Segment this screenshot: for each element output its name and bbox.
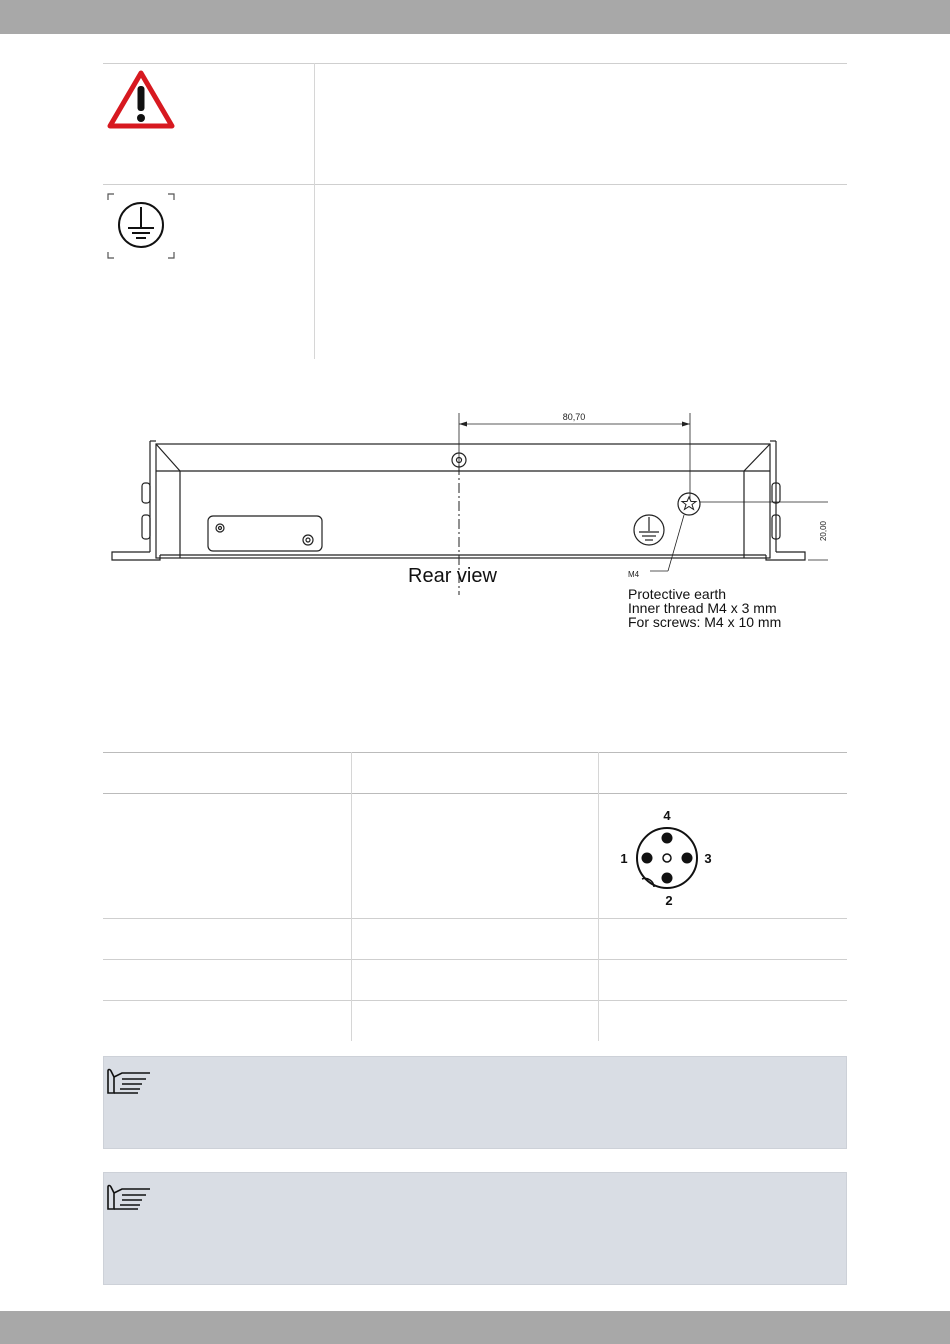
callout-line-3: For screws: M4 x 10 mm (628, 614, 782, 630)
pin-table-column-rule-2 (598, 752, 599, 1041)
pin-label-4: 4 (663, 808, 671, 823)
m12-connector-pinout-diagram (612, 805, 722, 910)
pin-table-top-rule (103, 752, 847, 753)
page-footer-bar (0, 1311, 950, 1344)
safety-table-row-rule (103, 184, 847, 185)
safety-table-top-rule (103, 63, 847, 64)
rear-view-drawing (108, 405, 828, 640)
pin-table-row-rule-1 (103, 918, 847, 919)
dimension-horizontal-label: 80,70 (562, 412, 586, 422)
pin-table-row-rule-2 (103, 959, 847, 960)
note-box-1 (103, 1056, 847, 1149)
protective-earth-icon (106, 192, 176, 260)
pin-table-header-rule (103, 793, 847, 794)
pin-table-row-rule-3 (103, 1000, 847, 1001)
screw-label: M4 (628, 570, 640, 579)
callout-line-1: Protective earth (628, 586, 727, 602)
page-header-bar (0, 0, 950, 34)
dimension-vertical-label: 20,00 (819, 520, 828, 542)
callout-line-2: Inner thread M4 x 3 mm (628, 600, 777, 616)
note-box-2 (103, 1172, 847, 1285)
pin-label-2: 2 (665, 893, 673, 908)
warning-triangle-icon (106, 68, 176, 132)
pointing-hand-icon (106, 1183, 152, 1216)
pointing-hand-icon (106, 1067, 152, 1100)
safety-table-column-rule (314, 63, 315, 359)
view-label: Rear view (408, 565, 497, 587)
pin-label-1: 1 (620, 851, 628, 866)
pin-label-3: 3 (704, 851, 712, 866)
pin-table-column-rule-1 (351, 752, 352, 1041)
